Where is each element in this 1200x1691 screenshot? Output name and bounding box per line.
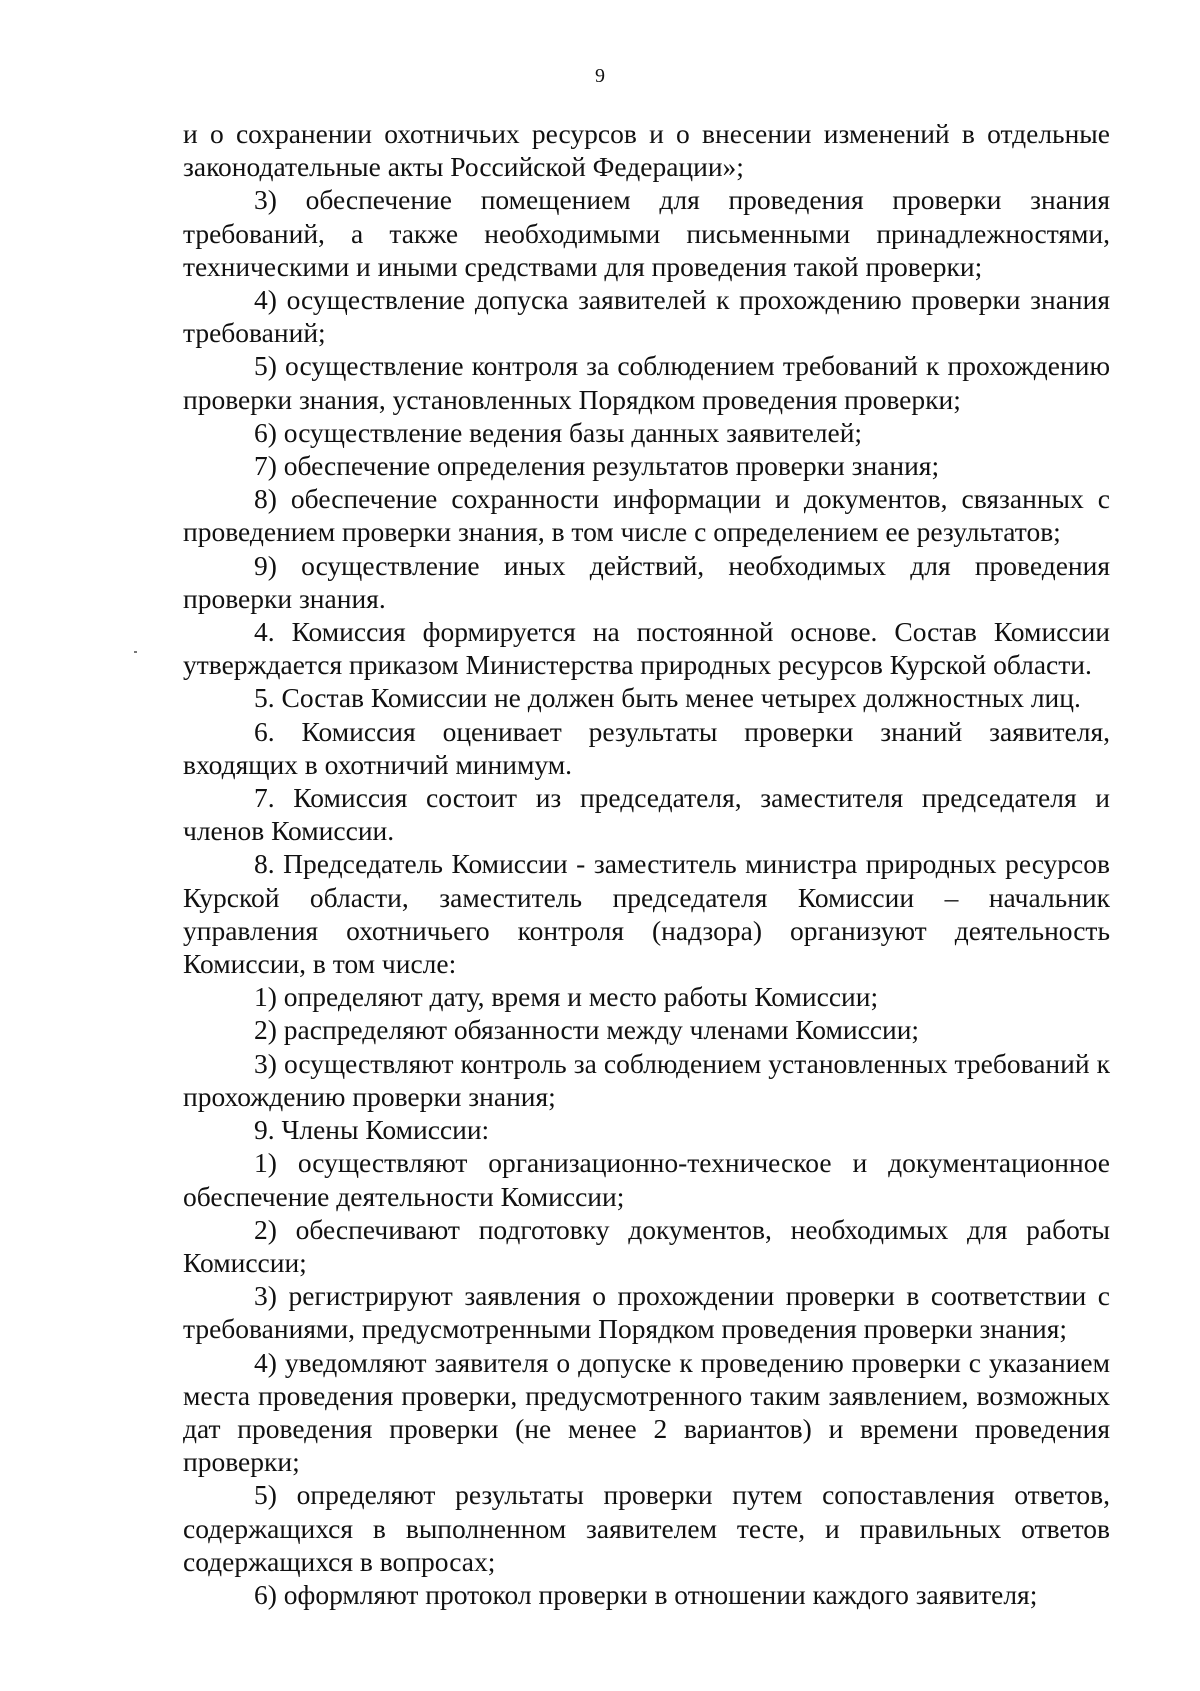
paragraph: 6) осуществление ведения базы данных заявителей; (254, 416, 863, 448)
paragraph: 5. Состав Комиссии не должен быть менее четырех должностных лиц. (254, 682, 1081, 714)
margin-mark (134, 651, 137, 653)
document-body (183, 117, 1110, 1611)
paragraph: 9) осуществление иных действий, необходимых для проведения проверки знания. (183, 549, 1110, 614)
paragraph: 3) осуществляют контроль за соблюдением установленных требований к прохождению проверки знания; (183, 1047, 1110, 1112)
paragraph: 8) обеспечение сохранности информации и документов, связанных с проведением проверки знания, в том числе с определением ее результатов; (183, 483, 1110, 548)
paragraph: 7) обеспечение определения результатов проверки знания; (254, 450, 940, 482)
paragraph: 2) распределяют обязанности между членами Комиссии; (254, 1014, 920, 1046)
paragraph: 8. Председатель Комиссии - заместитель министра природных ресурсов Курской области, заместитель председателя Комиссии – начальник управления охотничьего контроля (надзора) организуют деятельность Комиссии, в том числе: (183, 848, 1110, 980)
paragraph: 6) оформляют протокол проверки в отношении каждого заявителя; (254, 1578, 1038, 1610)
paragraph: 5) осуществление контроля за соблюдением требований к прохождению проверки знания, установленных Порядком проведения проверки; (183, 350, 1110, 415)
paragraph: 1) определяют дату, время и место работы Комиссии; (254, 981, 879, 1013)
paragraph: и о сохранении охотничьих ресурсов и о внесении изменений в отдельные законодательные акты Российской Федерации»; (183, 118, 1110, 183)
paragraph: 4) уведомляют заявителя о допуске к проведению проверки с указанием места проведения проверки, предусмотренного таким заявлением, возможных дат проведения проверки (не менее 2 вариантов) и времени проведения проверки; (183, 1346, 1110, 1478)
page-number: 9 (595, 65, 605, 87)
paragraph: 3) обеспечение помещением для проведения проверки знания требований, а также необходимыми письменными принадлежностями, техническими и иными средствами для проведения такой проверки; (183, 184, 1110, 282)
paragraph: 1) осуществляют организационно-техническое и документационное обеспечение деятельности Комиссии; (183, 1147, 1110, 1212)
paragraph: 4) осуществление допуска заявителей к прохождению проверки знания требований; (183, 284, 1110, 349)
paragraph: 9. Члены Комиссии: (254, 1114, 490, 1146)
paragraph: 7. Комиссия состоит из председателя, заместителя председателя и членов Комиссии. (183, 782, 1110, 847)
paragraph: 5) определяют результаты проверки путем сопоставления ответов, содержащихся в выполненном заявителем тесте, и правильных ответов содержащихся в вопросах; (183, 1479, 1110, 1577)
paragraph: 6. Комиссия оценивает результаты проверки знаний заявителя, входящих в охотничий минимум. (183, 715, 1110, 780)
paragraph: 3) регистрируют заявления о прохождении проверки в соответствии с требованиями, предусмотренными Порядком проведения проверки знания; (183, 1280, 1110, 1345)
paragraph: 4. Комиссия формируется на постоянной основе. Состав Комиссии утверждается приказом Министерства природных ресурсов Курской области. (183, 616, 1110, 681)
paragraph: 2) обеспечивают подготовку документов, необходимых для работы Комиссии; (183, 1213, 1110, 1278)
